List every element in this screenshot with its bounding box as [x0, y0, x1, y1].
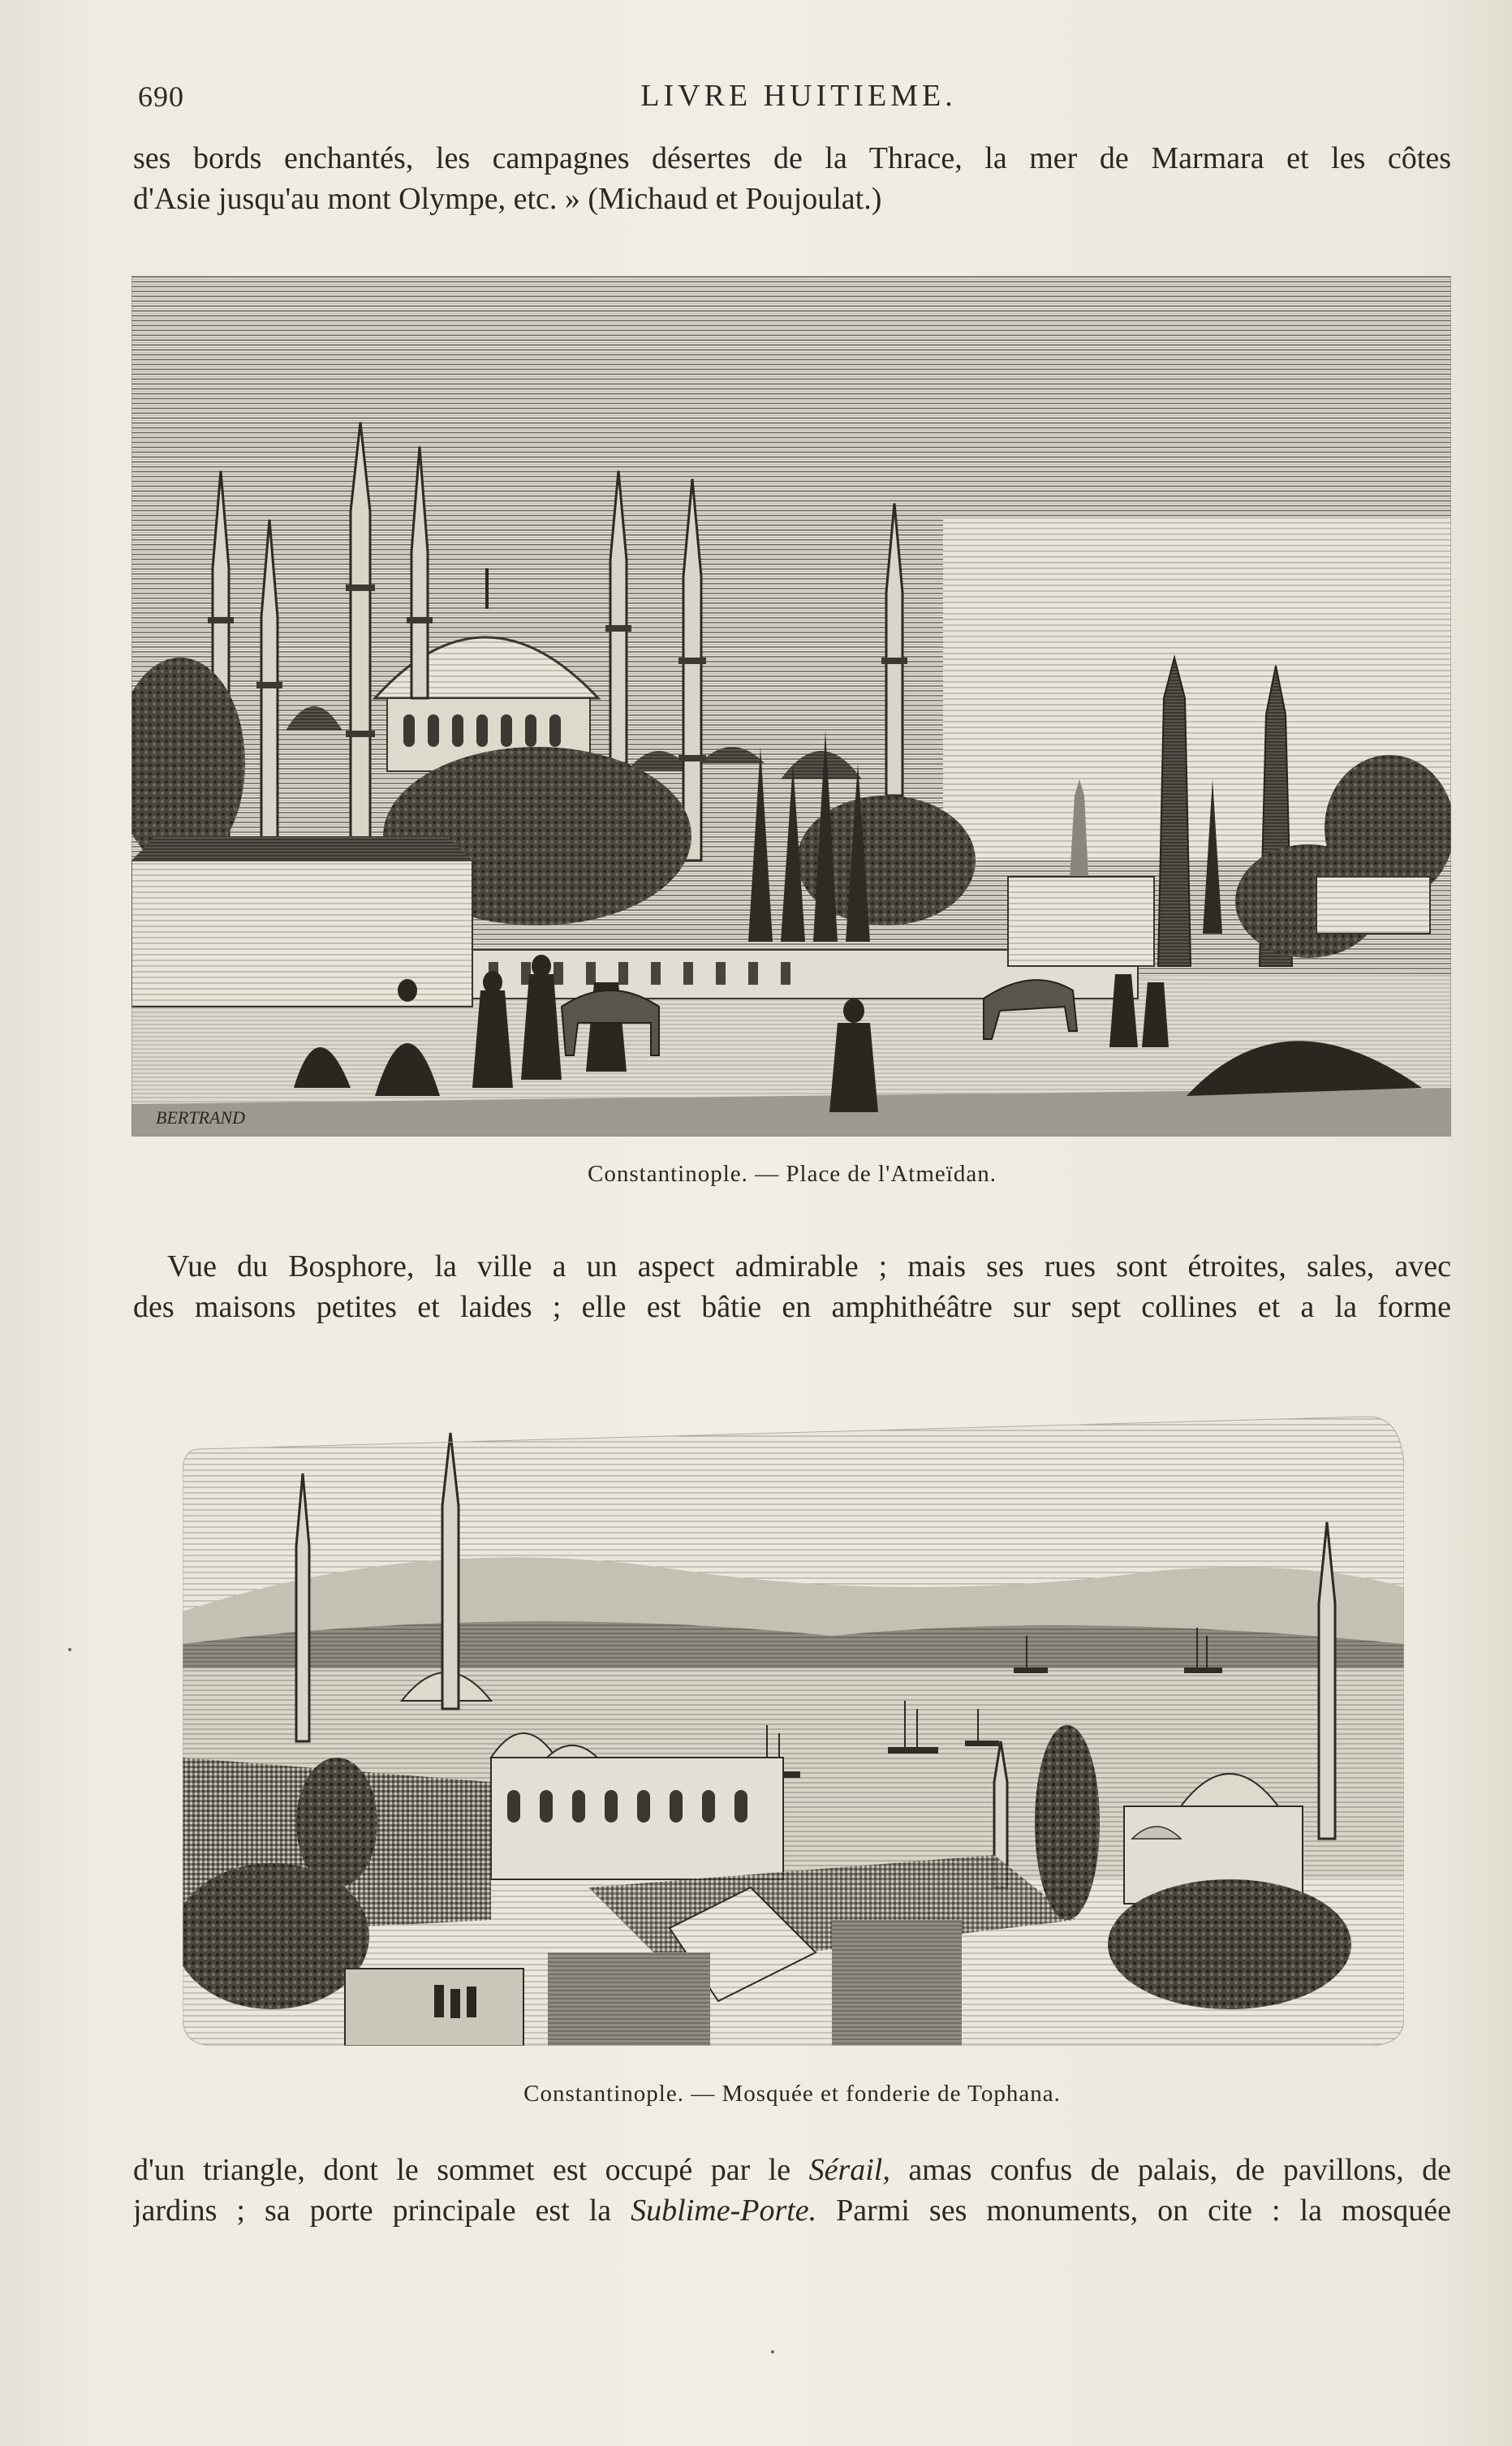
engraving-atmeidan-image [131, 276, 1451, 1137]
figure-1-caption: Constantinople. — Place de l'Atmeïdan. [588, 1161, 997, 1187]
engraving-atmeidan [131, 276, 1451, 1137]
page-header [133, 76, 1448, 117]
paragraph-3 [133, 2150, 1451, 2231]
italic-term-serail: Sérail, [808, 2153, 890, 2187]
text-line: des maisons petites et laides ; elle est bâtie en amphithéâtre sur sept collines et a la forme [133, 1290, 1451, 1324]
text-run: d'un triangle, dont le sommet est occupé par le [133, 2153, 809, 2187]
paragraph-1 [133, 138, 1451, 219]
running-title: LIVRE HUITIEME. [640, 79, 957, 113]
text-run: amas confus de palais, de pavillons, de [890, 2153, 1451, 2187]
page-number: 690 [138, 80, 184, 113]
engraving-tophana-image [183, 1400, 1404, 2046]
italic-term-sublime-porte: Sublime-Porte. [631, 2194, 817, 2228]
figure-2-caption: Constantinople. — Mosquée et fonderie de Tophana. [523, 2081, 1061, 2107]
engraver-signature: BERTRAND [156, 1107, 245, 1128]
text-run: jardins ; sa porte principale est la [133, 2194, 631, 2228]
text-line: d'Asie jusqu'au mont Olympe, etc. » (Michaud et Poujoulat.) [133, 182, 882, 216]
paper-speck [771, 2350, 774, 2353]
engraving-tophana [183, 1400, 1404, 2046]
text-line: ses bords enchantés, les campagnes désertes de la Thrace, la mer de Marmara et les côtes [133, 141, 1451, 175]
text-line [133, 2150, 1451, 2190]
text-run: Parmi ses monuments, on cite : la mosquée [816, 2194, 1451, 2228]
paragraph-2 [133, 1246, 1451, 1327]
paper-speck [68, 1648, 71, 1651]
text-line: Vue du Bosphore, la ville a un aspect admirable ; mais ses rues sont étroites, sales, avec [167, 1249, 1451, 1283]
text-line [133, 2190, 1451, 2231]
